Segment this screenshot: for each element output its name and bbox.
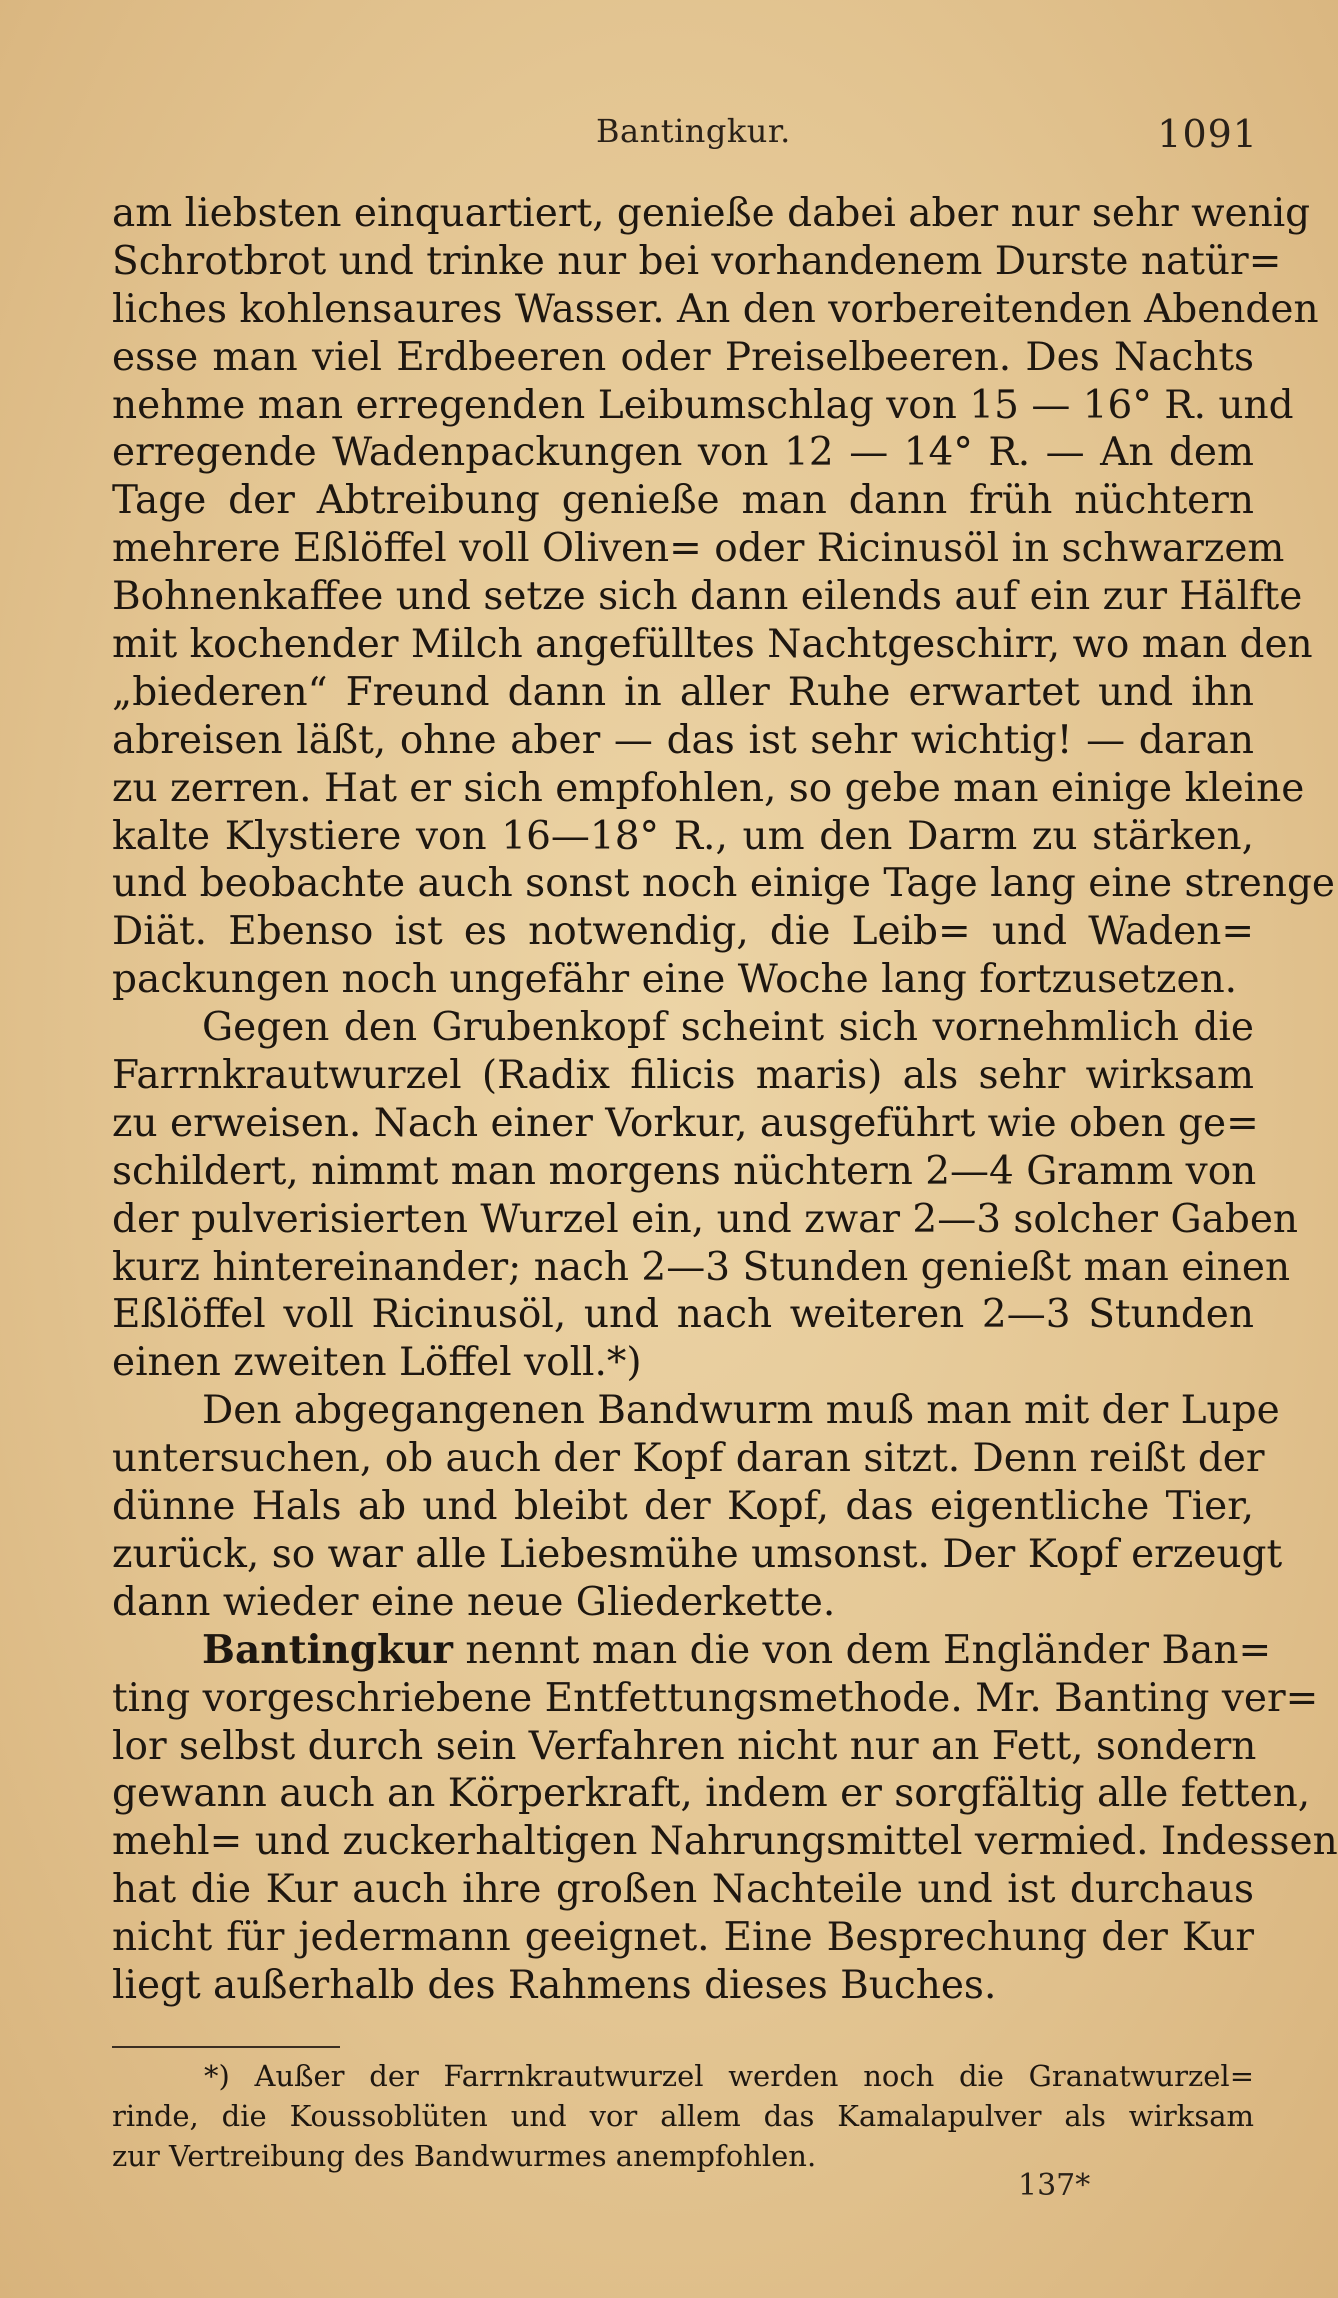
text-line: Diät. Ebenso ist es notwendig, die Leib= und Waden= [112, 909, 1254, 955]
text-line: und beobachte auch sonst noch einige Tage lang eine strenge [112, 861, 1336, 907]
text-line: gewann auch an Körperkraft, indem er sorgfältig alle fetten, [112, 1771, 1311, 1817]
text-line: lor selbst durch sein Verfahren nicht nur an Fett, sondern [112, 1723, 1257, 1769]
text-line: einen zweiten Löffel voll.*) [112, 1340, 642, 1386]
bold-term: Bantingkur [202, 1626, 453, 1673]
footnote [112, 2056, 1254, 2176]
text-line: zu zerren. Hat er sich empfohlen, so gebe man einige kleine [112, 765, 1305, 811]
text-line: zu erweisen. Nach einer Vorkur, ausgeführt wie oben ge= [112, 1100, 1259, 1146]
text-line: liches kohlensaures Wasser. An den vorbereitenden Abenden [112, 286, 1319, 332]
text-line: Farrnkrautwurzel (Radix filicis maris) als sehr wirksam [112, 1053, 1254, 1099]
running-head: Bantingkur. [596, 112, 791, 150]
text-line: am liebsten einquartiert, genieße dabei aber nur sehr wenig [112, 191, 1311, 236]
text-line: Eßlöffel voll Ricinusöl, und nach weiteren 2—3 Stunden [112, 1292, 1254, 1338]
text-line: Den abgegangenen Bandwurm muß man mit der Lupe [202, 1388, 1280, 1434]
body-text [112, 190, 1338, 2010]
text-line: kalte Klystiere von 16—18° R., um den Darm zu stärken, [112, 813, 1254, 859]
text-line: packungen noch ungefähr eine Woche lang fortzusetzen. [112, 957, 1238, 1003]
text-line: „biederen“ Freund dann in aller Ruhe erwartet und ihn [112, 669, 1254, 715]
text-line: hat die Kur auch ihre großen Nachteile und ist durchaus [112, 1867, 1254, 1913]
page-number: 1091 [1157, 112, 1258, 156]
text-line: liegt außerhalb des Rahmens dieses Buches. [112, 1962, 997, 2008]
text-line: kurz hintereinander; nach 2—3 Stunden genießt man einen [112, 1244, 1291, 1290]
text-line-with-term [112, 1626, 1272, 1675]
text-line: untersuchen, ob auch der Kopf daran sitzt. Denn reißt der [112, 1436, 1265, 1482]
text-line: esse man viel Erdbeeren oder Preiselbeeren. Des Nachts [112, 334, 1254, 380]
text-line: nehme man erregenden Leibumschlag von 15 — 16° R. und [112, 382, 1294, 428]
text-line: der pulverisierten Wurzel ein, und zwar 2—3 solcher Gaben [112, 1196, 1299, 1242]
text-line: Gegen den Grubenkopf scheint sich vornehmlich die [202, 1005, 1254, 1051]
footnote-divider [112, 2046, 340, 2048]
text-line: Tage der Abtreibung genieße man dann früh nüchtern [112, 478, 1254, 524]
text-line: mehrere Eßlöffel voll Oliven= oder Ricinusöl in schwarzem [112, 526, 1285, 572]
text-line: nicht für jedermann geeignet. Eine Besprechung der Kur [112, 1915, 1254, 1961]
text-line: Schrotbrot und trinke nur bei vorhandenem Durste natür= [112, 238, 1282, 284]
footnote-line: *) Außer der Farrnkrautwurzel werden noch die Granatwurzel= [204, 2059, 1254, 2093]
text-line: dünne Hals ab und bleibt der Kopf, das eigentliche Tier, [112, 1484, 1254, 1530]
text-line: erregende Wadenpackungen von 12 — 14° R. — An dem [112, 430, 1254, 476]
text-line: schildert, nimmt man morgens nüchtern 2—4 Gramm von [112, 1148, 1257, 1194]
text-line: Bohnenkaffee und setze sich dann eilends auf ein zur Hälfte [112, 574, 1303, 620]
footnote-line: zur Vertreibung des Bandwurmes anempfohlen. [112, 2139, 817, 2173]
text-line: mehl= und zuckerhaltigen Nahrungsmittel vermied. Indessen [112, 1819, 1338, 1865]
footnote-line: rinde, die Koussoblüten und vor allem das Kamalapulver als wirksam [112, 2099, 1254, 2133]
signature-mark: 137* [1018, 2168, 1091, 2203]
text-line: abreisen läßt, ohne aber — das ist sehr wichtig! — daran [112, 717, 1254, 763]
text-line: dann wieder eine neue Gliederkette. [112, 1579, 836, 1625]
text-line: zurück, so war alle Liebesmühe umsonst. Der Kopf erzeugt [112, 1531, 1283, 1577]
text-line: ting vorgeschriebene Entfettungsmethode. Mr. Banting ver= [112, 1675, 1319, 1721]
text-line: mit kochender Milch angefülltes Nachtgeschirr, wo man den [112, 622, 1313, 668]
text-line-rest: nennt man die von dem Engländer Ban= [465, 1627, 1272, 1673]
